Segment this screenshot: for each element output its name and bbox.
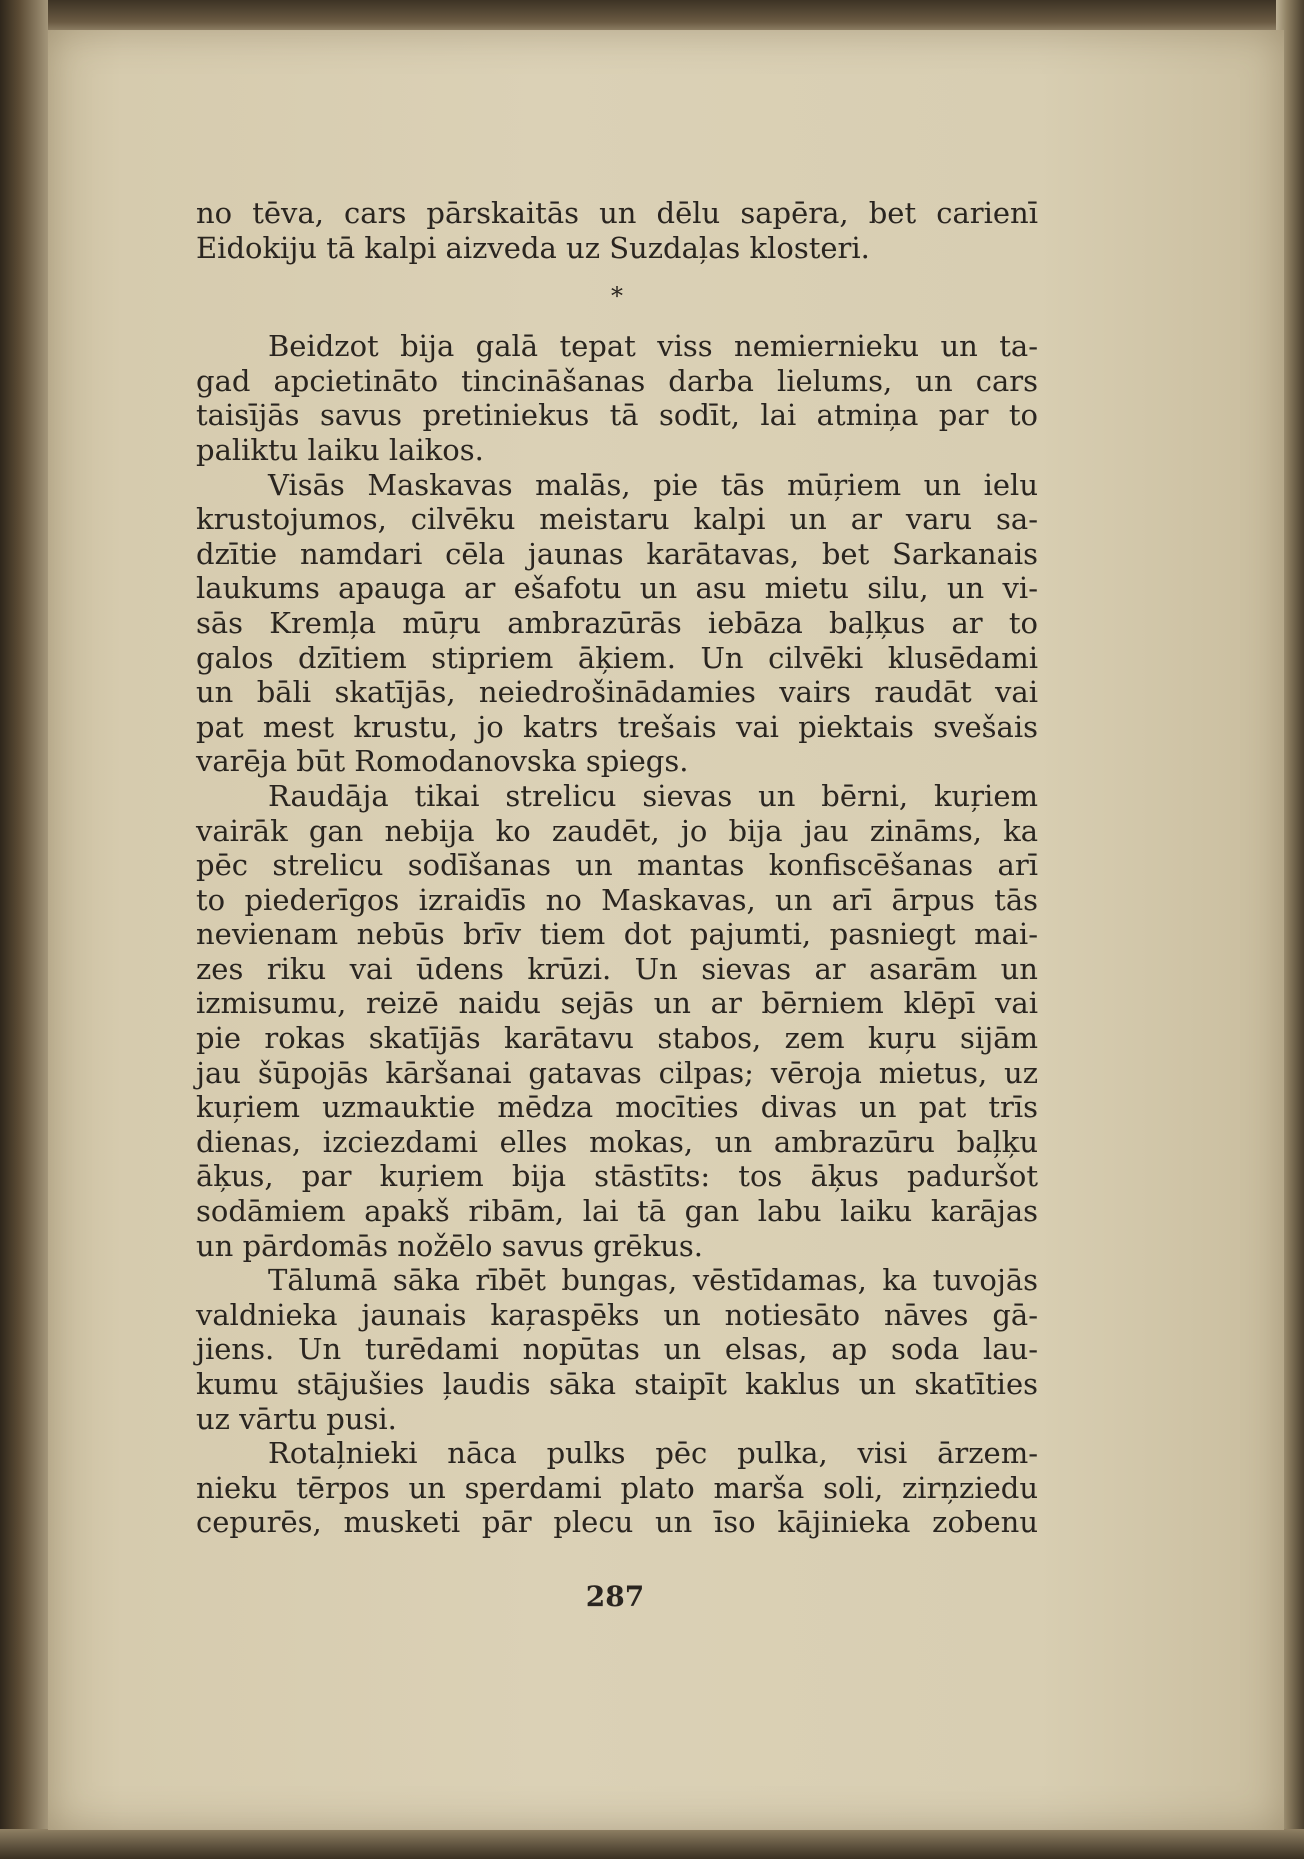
book-spine-edge [0, 0, 48, 1859]
text-line: to piederīgos izraidīs no Maskavas, un arī ārpus tās [196, 882, 1038, 917]
paragraph [196, 1263, 1038, 1436]
text-line: un pārdomās nožēlo savus grēkus. [196, 1228, 704, 1263]
text-line: taisījās savus pretiniekus tā sodīt, lai atmiņa par to [196, 398, 1038, 433]
text-line: pat mest krustu, jo katrs trešais vai piektais svešais [196, 709, 1038, 744]
text-line: galos dzītiem stipriem āķiem. Un cilvēki klusēdami [196, 640, 1038, 675]
text-line: gad apcietināto tincināšanas darba lielums, un cars [196, 363, 1038, 398]
text-line: kuŗiem uzmauktie mēdza mocīties divas un pat trīs [196, 1090, 1038, 1125]
paragraph [196, 468, 1038, 779]
text-line: Tālumā sāka rībēt bungas, vēstīdamas, ka tuvojās [268, 1263, 1038, 1298]
text-line: kumu stājušies ļaudis sāka staipīt kaklus un skatīties [196, 1367, 1038, 1401]
page-text [196, 196, 1038, 1540]
text-line: dzītie namdari cēla jaunas karātavas, bet Sarkanais [196, 536, 1038, 571]
text-line: Raudāja tikai strelicu sievas un bērni, kuŗiem [268, 778, 1038, 813]
text-line: Eidokiju tā kalpi aizveda uz Suzdaļas klosteri. [196, 230, 870, 265]
text-line: nevienam nebūs brīv tiem dot pajumti, pasniegt mai- [196, 917, 1038, 952]
text-line: no tēva, cars pārskaitās un dēlu sapēra, bet carienī [196, 196, 1038, 230]
text-line: Visās Maskavas malās, pie tās mūŗiem un ielu [268, 467, 1038, 502]
text-line: pēc strelicu sodīšanas un mantas konfiscēšanas arī [196, 848, 1038, 883]
text-line: izmisumu, reizē naidu sejās un ar bērniem klēpī vai [196, 986, 1038, 1021]
text-line: krustojumos, cilvēku meistaru kalpi un ar varu sa- [196, 502, 1038, 537]
text-line: Beidzot bija galā tepat viss nemiernieku un ta- [268, 329, 1038, 364]
paragraph-continued [196, 196, 1038, 265]
paragraph [196, 779, 1038, 1263]
paragraph [196, 329, 1038, 467]
text-line: jau šūpojās kāršanai gatavas cilpas; vēroja mietus, uz [196, 1055, 1038, 1090]
text-line: dienas, izciezdami elles mokas, un ambrazūru baļķu [196, 1124, 1038, 1159]
text-line: un bāli skatījās, neiedrošinādamies vairs raudāt vai [196, 675, 1038, 710]
text-line: sās Kremļa mūŗu ambrazūrās iebāza baļķus ar to [196, 605, 1038, 640]
section-separator: * [611, 282, 623, 311]
text-line: jiens. Un turēdami nopūtas un elsas, ap soda lau- [196, 1332, 1038, 1367]
text-line: paliktu laiku laikos. [196, 432, 484, 467]
text-line: pie rokas skatījās karātavu stabos, zem kuŗu sijām [196, 1021, 1038, 1056]
book-bottom-edge [0, 1829, 1304, 1859]
text-line: sodāmiem apakš ribām, lai tā gan labu laiku karājas [196, 1194, 1038, 1229]
text-line: cepurēs, musketi pār plecu un īso kājinieka zobenu [196, 1505, 1038, 1540]
text-line: valdnieka jaunais kaŗaspēks un notiesāto nāves gā- [196, 1297, 1038, 1332]
text-line: uz vārtu pusi. [196, 1401, 397, 1436]
text-line: āķus, par kuŗiem bija stāstīts: tos āķus paduršot [196, 1159, 1038, 1194]
text-line: zes riku vai ūdens krūzi. Un sievas ar asarām un [196, 951, 1038, 986]
text-line: varēja būt Romodanovska spiegs. [196, 744, 689, 779]
text-line: nieku tērpos un sperdami plato marša soli, zirņziedu [196, 1470, 1038, 1505]
text-line: vairāk gan nebija ko zaudēt, jo bija jau zināms, ka [196, 813, 1038, 848]
page-number: 287 [585, 1580, 645, 1613]
text-line: Rotaļnieki nāca pulks pēc pulka, visi ārzem- [268, 1436, 1038, 1471]
text-line: laukums apauga ar ešafotu un asu mietu silu, un vi- [196, 571, 1038, 606]
paragraph [196, 1436, 1038, 1540]
